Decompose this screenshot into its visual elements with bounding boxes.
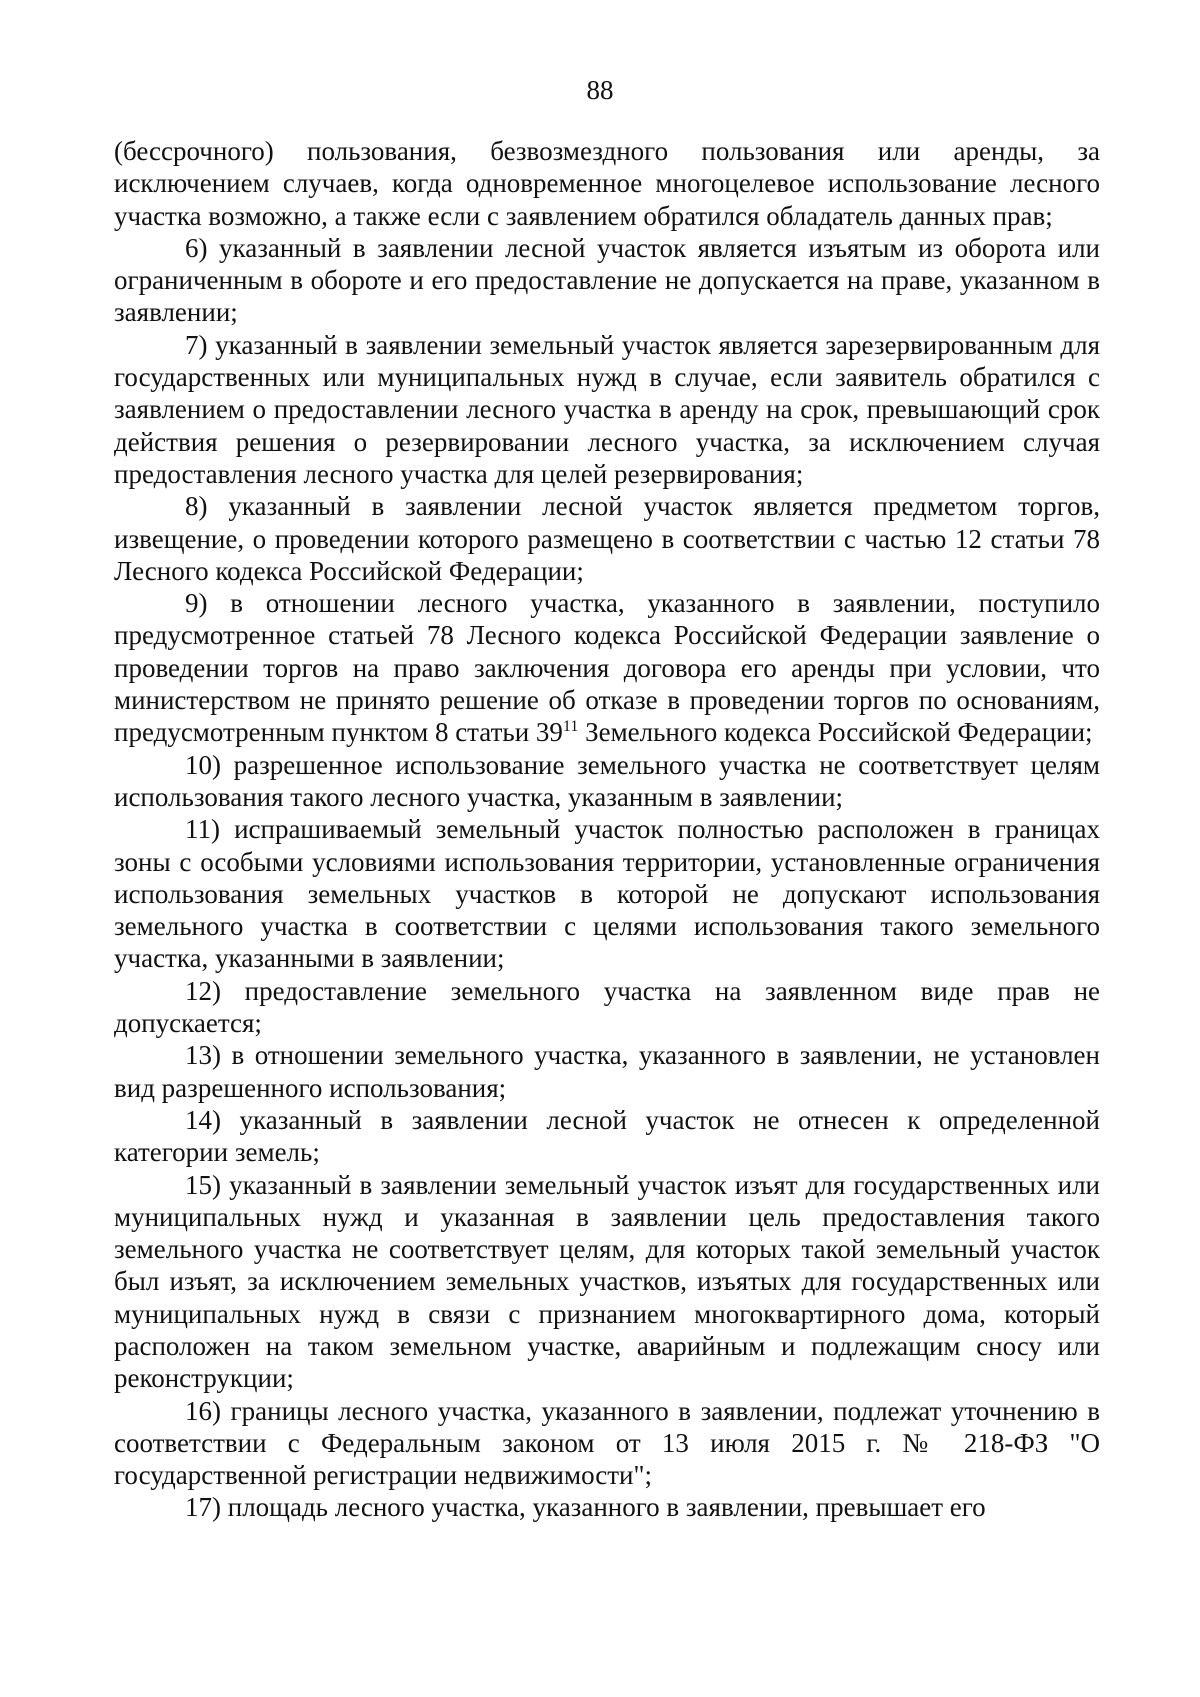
paragraph-continuation: (бессрочного) пользования, безвозмездного пользования или аренды, за исключением случаев, когда одновременное многоцелевое использование лесного участка возможно, а также если с заявлением обратился обладатель данных прав; [114,136,1100,231]
paragraph-item-13: 13) в отношении земельного участка, указанного в заявлении, не установлен вид разрешенного использования; [114,1040,1100,1103]
paragraph-item-17: 17) площадь лесного участка, указанного в заявлении, превышает его [185,1492,986,1523]
paragraph-item-9-text-end: Земельного кодекса Российской Федерации; [578,717,1093,748]
paragraph-item-6: 6) указанный в заявлении лесной участок является изъятым из оборота или ограниченным в обороте и его предоставление не допускается на праве, указанном в заявлении; [114,232,1100,328]
paragraph-item-7: 7) указанный в заявлении земельный участок является зарезервированным для государственных или муниципальных нужд в случае, если заявитель обратился с заявлением о предоставлении лесного участка в аренду на срок, превышающий срок действия решения о резервировании лесного участка, за исключением случая предоставления лесного участка для целей резервирования; [114,329,1100,489]
paragraph-item-10: 10) разрешенное использование земельного участка не соответствует целям использования такого лесного участка, указанным в заявлении; [114,749,1100,812]
superscript-article-number: 11 [562,718,579,736]
paragraph-item-9-text: 9) в отношении лесного участка, указанного в заявлении, поступило предусмотренное статьей 78 Лесного кодекса Российской Федерации заявление о проведении торгов на право заключения договора его аренды при условии, что министерством не принято решение об отказе в проведении торгов по основаниям, предусмотренным пунктом 8 статьи 39 [114,588,1100,748]
paragraph-item-9 [114,587,1100,748]
page-number: 88 [586,75,614,105]
body-text [114,135,1100,1524]
paragraph-item-16: 16) границы лесного участка, указанного в заявлении, подлежат уточнению в соответствии с Федеральным законом от 13 июля 2015 г. № 218-ФЗ "О государственной регистрации недвижимости"; [114,1395,1100,1491]
paragraph-item-15: 15) указанный в заявлении земельный участок изъят для государственных или муниципальных нужд и указанная в заявлении цель предоставления такого земельного участка не соответствует целям, для которых такой земельный участок был изъят, за исключением земельных участков, изъятых для государственных или муниципальных нужд в связи с признанием многоквартирного дома, который расположен на таком земельном участке, аварийным и подлежащим сносу или реконструкции; [114,1169,1100,1394]
paragraph-item-8: 8) указанный в заявлении лесной участок является предметом торгов, извещение, о проведении которого размещено в соответствии с частью 12 статьи 78 Лесного кодекса Российской Федерации; [114,491,1100,586]
paragraph-item-11: 11) испрашиваемый земельный участок полностью расположен в границах зоны с особыми условиями использования территории, установленные ограничения использования земельных участков в которой не допускают использования земельного участка в соответствии с целями использования такого земельного участка, указанными в заявлении; [114,814,1100,974]
paragraph-item-14: 14) указанный в заявлении лесной участок не отнесен к определенной категории земель; [114,1104,1100,1168]
paragraph-item-12: 12) предоставление земельного участка на заявленном виде прав не допускается; [114,975,1100,1039]
